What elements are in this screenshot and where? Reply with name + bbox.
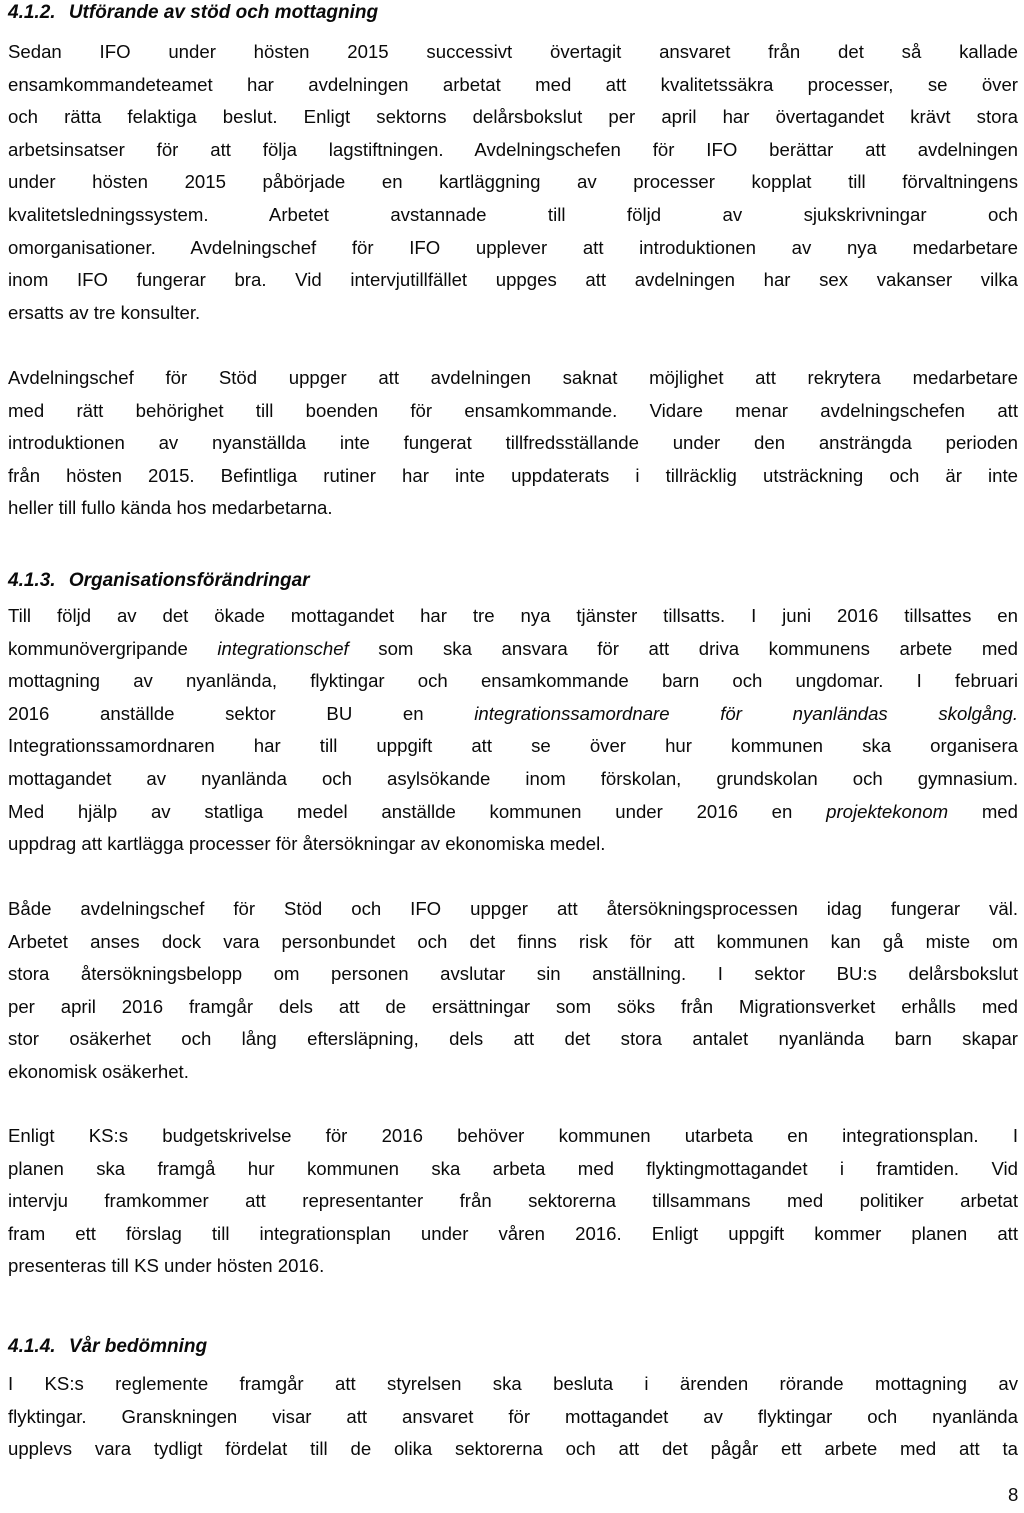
text-line: intervju framkommer att representanter från sektorerna tillsammans med politiker arbetat: [8, 1190, 1018, 1212]
italic-term: integrationssamordnare för nyanländas skolgång.: [474, 702, 1018, 724]
text-line: uppdrag att kartlägga processer för återsökningar av ekonomiska medel.: [8, 833, 606, 855]
text-line: [8, 633, 1018, 666]
section-heading-4-1-3: [8, 570, 310, 592]
text-line: upplevs vara tydligt fördelat till de olika sektorerna och att det pågår ett arbete med att ta: [8, 1438, 1018, 1460]
text-line: omorganisationer. Avdelningschef för IFO upplever att introduktionen av nya medarbetare: [8, 236, 1018, 258]
text-line: Arbetet anses dock vara personbundet och det finns risk för att kommunen kan gå miste om: [8, 930, 1018, 952]
paragraph-stod-recruitment: [8, 362, 1018, 525]
text-segment: 2016 anställde sektor BU en: [8, 702, 475, 724]
text-segment: som ska ansvara för att driva kommunens arbete med: [348, 637, 1018, 659]
text-line: [8, 796, 1018, 829]
paragraph-new-positions: [8, 600, 1018, 861]
text-line: arbetsinsatser för att följa lagstiftningen. Avdelningschefen för IFO berättar att avdelningen: [8, 138, 1018, 160]
text-line: presenteras till KS under hösten 2016.: [8, 1255, 325, 1277]
text-line: introduktionen av nyanställda inte fungerat tillfredsställande under den ansträngda perioden: [8, 432, 1018, 454]
text-line: kvalitetsledningssystem. Arbetet avstannade till följd av sjukskrivningar och: [8, 203, 1018, 225]
text-line: planen ska framgå hur kommunen ska arbeta med flyktingmottagandet i framtiden. Vid: [8, 1157, 1018, 1179]
text-line: [8, 698, 1018, 731]
text-line: flyktingar. Granskningen visar att ansvaret för mottagandet av flyktingar och nyanlända: [8, 1405, 1018, 1427]
text-line: per april 2016 framgår dels att de ersättningar som söks från Migrationsverket erhålls med: [8, 995, 1018, 1017]
text-line: och rätta felaktiga beslut. Enligt sektorns delårsbokslut per april har övertagandet krävt stora: [8, 106, 1018, 128]
text-line: ersatts av tre konsulter.: [8, 301, 201, 323]
text-line: I KS:s reglemente framgår att styrelsen ska besluta i ärenden rörande mottagning av: [8, 1373, 1018, 1394]
section-title: Utförande av stöd och mottagning: [68, 2, 379, 23]
text-line: heller till fullo kända hos medarbetarna.: [8, 497, 333, 519]
section-heading-4-1-2: [8, 2, 378, 24]
section-title: Organisationsförändringar: [68, 570, 310, 591]
text-segment: med: [948, 800, 1018, 822]
section-title: Vår bedömning: [68, 1336, 208, 1357]
text-line: stora återsökningsbelopp om personen avslutar sin anställning. I sektor BU:s delårsbokslut: [8, 963, 1018, 985]
text-line: Till följd av det ökade mottagandet har tre nya tjänster tillsatts. I juni 2016 tillsattes en: [8, 605, 1018, 626]
section-number: 4.1.3.: [8, 570, 56, 591]
text-line: mottagning av nyanlända, flyktingar och ensamkommande barn och ungdomar. I februari: [8, 670, 1018, 692]
text-segment: Med hjälp av statliga medel anställde kommunen under 2016 en: [8, 800, 827, 822]
text-segment: kommunövergripande: [8, 637, 218, 659]
text-line: Både avdelningschef för Stöd och IFO uppger att återsökningsprocessen idag fungerar väl.: [8, 898, 1018, 919]
text-line: Avdelningschef för Stöd uppger att avdelningen saknat möjlighet att rekrytera medarbetare: [8, 367, 1018, 388]
italic-term: projektekonom: [826, 800, 949, 822]
text-line: inom IFO fungerar bra. Vid intervjutillfället uppges att avdelningen har sex vakanser vilka: [8, 269, 1018, 291]
paragraph-reclaim-process: [8, 893, 1018, 1089]
italic-term: integrationschef: [217, 637, 349, 659]
text-line: fram ett förslag till integrationsplan under våren 2016. Enligt uppgift kommer planen att: [8, 1222, 1018, 1244]
text-line: från hösten 2015. Befintliga rutiner har inte uppdaterats i tillräcklig utsträckning och är inte: [8, 464, 1018, 486]
page-number: 8: [1008, 1484, 1019, 1505]
paragraph-assessment: [8, 1368, 1018, 1466]
section-number: 4.1.2.: [8, 2, 56, 23]
text-line: mottagandet av nyanlända och asylsökande inom förskolan, grundskolan och gymnasium.: [8, 767, 1018, 789]
paragraph-integration-plan: [8, 1120, 1018, 1283]
section-heading-4-1-4: [8, 1336, 207, 1358]
paragraph-ifo-takeover: [8, 36, 1018, 329]
text-line: ensamkommandeteamet har avdelningen arbetat med att kvalitetssäkra processer, se över: [8, 73, 1018, 95]
text-line: under hösten 2015 påbörjade en kartläggning av processer kopplat till förvaltningens: [8, 171, 1018, 193]
section-number: 4.1.4.: [8, 1336, 56, 1357]
text-line: Sedan IFO under hösten 2015 successivt övertagit ansvaret från det så kallade: [8, 41, 1018, 62]
text-line: stor osäkerhet och lång eftersläpning, dels att det stora antalet nyanlända barn skapar: [8, 1028, 1018, 1050]
text-line: Enligt KS:s budgetskrivelse för 2016 behöver kommunen utarbeta en integrationsplan. I: [8, 1125, 1018, 1146]
text-line: Integrationssamordnaren har till uppgift att se över hur kommunen ska organisera: [8, 735, 1018, 757]
text-line: ekonomisk osäkerhet.: [8, 1060, 189, 1082]
text-line: med rätt behörighet till boenden för ensamkommande. Vidare menar avdelningschefen att: [8, 399, 1018, 421]
